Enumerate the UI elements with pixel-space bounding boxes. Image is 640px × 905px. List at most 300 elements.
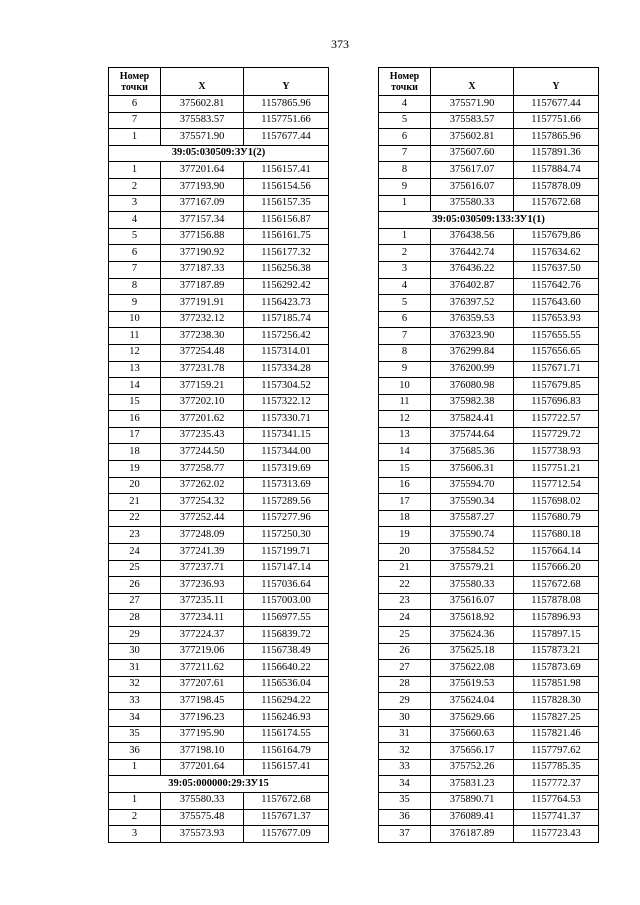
y-coordinate-cell: 1157723.43 bbox=[514, 826, 599, 843]
y-coordinate-cell: 1157772.37 bbox=[514, 776, 599, 793]
x-coordinate-cell: 375624.36 bbox=[431, 627, 514, 644]
table-row bbox=[379, 709, 599, 726]
point-number-cell: 17 bbox=[379, 494, 431, 511]
point-number-cell: 1 bbox=[109, 162, 161, 179]
x-coordinate-cell: 377157.34 bbox=[161, 212, 244, 229]
point-number-cell: 30 bbox=[379, 709, 431, 726]
point-number-cell: 17 bbox=[109, 427, 161, 444]
section-title: 39:05:030509:ЗУ1(2) bbox=[109, 145, 329, 162]
y-coordinate-cell: 1157304.52 bbox=[244, 378, 329, 395]
table-row bbox=[379, 328, 599, 345]
y-coordinate-cell: 1156738.49 bbox=[244, 643, 329, 660]
point-number-cell: 3 bbox=[109, 195, 161, 212]
x-coordinate-cell: 375622.08 bbox=[431, 660, 514, 677]
x-coordinate-cell: 377201.62 bbox=[161, 411, 244, 428]
header-row bbox=[379, 68, 599, 96]
point-number-cell: 20 bbox=[109, 477, 161, 494]
x-coordinate-cell: 375606.31 bbox=[431, 461, 514, 478]
table-row bbox=[379, 560, 599, 577]
x-coordinate-cell: 375890.71 bbox=[431, 792, 514, 809]
point-number-cell: 15 bbox=[379, 461, 431, 478]
table-row bbox=[379, 577, 599, 594]
x-coordinate-cell: 375583.57 bbox=[161, 112, 244, 129]
y-coordinate-cell: 1157873.69 bbox=[514, 660, 599, 677]
table-row bbox=[109, 461, 329, 478]
point-number-cell: 24 bbox=[109, 544, 161, 561]
x-coordinate-cell: 377198.10 bbox=[161, 743, 244, 760]
table-row bbox=[109, 577, 329, 594]
table-row bbox=[109, 344, 329, 361]
section-row bbox=[379, 212, 599, 229]
x-coordinate-cell: 376089.41 bbox=[431, 809, 514, 826]
y-coordinate-cell: 1157185.74 bbox=[244, 311, 329, 328]
y-coordinate-cell: 1156157.35 bbox=[244, 195, 329, 212]
y-coordinate-cell: 1157680.79 bbox=[514, 510, 599, 527]
table-row bbox=[109, 560, 329, 577]
y-coordinate-cell: 1157344.00 bbox=[244, 444, 329, 461]
point-number-cell: 5 bbox=[379, 295, 431, 312]
point-number-cell: 34 bbox=[379, 776, 431, 793]
table-row bbox=[379, 411, 599, 428]
x-coordinate-cell: 375625.18 bbox=[431, 643, 514, 660]
x-coordinate-cell: 377211.62 bbox=[161, 660, 244, 677]
table-row bbox=[379, 145, 599, 162]
x-coordinate-cell: 375660.63 bbox=[431, 726, 514, 743]
y-coordinate-cell: 1156157.41 bbox=[244, 759, 329, 776]
table-row bbox=[109, 709, 329, 726]
x-coordinate-cell: 377193.90 bbox=[161, 178, 244, 195]
y-coordinate-cell: 1157642.76 bbox=[514, 278, 599, 295]
x-coordinate-cell: 377187.33 bbox=[161, 261, 244, 278]
x-coordinate-cell: 376397.52 bbox=[431, 295, 514, 312]
y-coordinate-cell: 1156177.32 bbox=[244, 245, 329, 262]
x-coordinate-cell: 377201.64 bbox=[161, 162, 244, 179]
table-row bbox=[379, 444, 599, 461]
table-row bbox=[109, 743, 329, 760]
point-number-cell: 36 bbox=[109, 743, 161, 760]
table-row bbox=[109, 112, 329, 129]
point-number-cell: 19 bbox=[109, 461, 161, 478]
table-row bbox=[109, 510, 329, 527]
table-row bbox=[109, 759, 329, 776]
point-number-cell: 13 bbox=[109, 361, 161, 378]
x-coordinate-cell: 377201.64 bbox=[161, 759, 244, 776]
y-coordinate-cell: 1157865.96 bbox=[514, 129, 599, 146]
y-coordinate-cell: 1156156.87 bbox=[244, 212, 329, 229]
y-coordinate-cell: 1157671.71 bbox=[514, 361, 599, 378]
point-number-cell: 4 bbox=[379, 96, 431, 113]
table-row bbox=[379, 178, 599, 195]
table-row bbox=[379, 510, 599, 527]
y-coordinate-cell: 1157664.14 bbox=[514, 544, 599, 561]
y-coordinate-cell: 1157655.55 bbox=[514, 328, 599, 345]
table-row bbox=[109, 643, 329, 660]
point-number-cell: 29 bbox=[109, 627, 161, 644]
table-row bbox=[379, 112, 599, 129]
x-coordinate-cell: 375602.81 bbox=[161, 96, 244, 113]
y-coordinate-cell: 1156294.22 bbox=[244, 693, 329, 710]
point-number-cell: 2 bbox=[379, 245, 431, 262]
y-coordinate-cell: 1157797.62 bbox=[514, 743, 599, 760]
y-coordinate-cell: 1157256.42 bbox=[244, 328, 329, 345]
y-coordinate-cell: 1157330.71 bbox=[244, 411, 329, 428]
table-row bbox=[379, 693, 599, 710]
x-coordinate-cell: 375575.48 bbox=[161, 809, 244, 826]
table-row bbox=[109, 660, 329, 677]
point-number-cell: 1 bbox=[379, 228, 431, 245]
point-number-cell: 14 bbox=[109, 378, 161, 395]
x-header: X bbox=[161, 68, 244, 96]
x-coordinate-cell: 377195.90 bbox=[161, 726, 244, 743]
table-row bbox=[109, 378, 329, 395]
x-coordinate-cell: 376442.74 bbox=[431, 245, 514, 262]
x-coordinate-cell: 377190.92 bbox=[161, 245, 244, 262]
point-number-cell: 6 bbox=[379, 311, 431, 328]
table-row bbox=[379, 544, 599, 561]
point-number-cell: 20 bbox=[379, 544, 431, 561]
point-number-cell: 11 bbox=[379, 394, 431, 411]
y-coordinate-cell: 1157741.37 bbox=[514, 809, 599, 826]
y-coordinate-cell: 1157751.66 bbox=[244, 112, 329, 129]
header-row bbox=[109, 68, 329, 96]
table-row bbox=[379, 610, 599, 627]
point-number-cell: 24 bbox=[379, 610, 431, 627]
y-coordinate-cell: 1157696.83 bbox=[514, 394, 599, 411]
y-coordinate-cell: 1156839.72 bbox=[244, 627, 329, 644]
y-coordinate-cell: 1157878.09 bbox=[514, 178, 599, 195]
point-number-header: Номер точки bbox=[109, 68, 161, 96]
y-coordinate-cell: 1157277.96 bbox=[244, 510, 329, 527]
x-coordinate-cell: 376323.90 bbox=[431, 328, 514, 345]
table-row bbox=[109, 676, 329, 693]
y-coordinate-cell: 1156157.41 bbox=[244, 162, 329, 179]
y-coordinate-cell: 1156423.73 bbox=[244, 295, 329, 312]
table-row bbox=[109, 394, 329, 411]
x-coordinate-cell: 375752.26 bbox=[431, 759, 514, 776]
table-row bbox=[379, 826, 599, 843]
point-number-cell: 30 bbox=[109, 643, 161, 660]
point-number-cell: 12 bbox=[379, 411, 431, 428]
x-header: X bbox=[431, 68, 514, 96]
y-coordinate-cell: 1157729.72 bbox=[514, 427, 599, 444]
point-number-cell: 3 bbox=[379, 261, 431, 278]
section-row bbox=[109, 776, 329, 793]
x-coordinate-cell: 377235.11 bbox=[161, 593, 244, 610]
point-number-cell: 10 bbox=[109, 311, 161, 328]
y-coordinate-cell: 1156164.79 bbox=[244, 743, 329, 760]
point-number-cell: 16 bbox=[109, 411, 161, 428]
x-coordinate-cell: 376187.89 bbox=[431, 826, 514, 843]
y-coordinate-cell: 1157679.86 bbox=[514, 228, 599, 245]
table-row bbox=[109, 162, 329, 179]
table-row bbox=[379, 792, 599, 809]
y-coordinate-cell: 1157712.54 bbox=[514, 477, 599, 494]
table-row bbox=[109, 527, 329, 544]
table-row bbox=[379, 278, 599, 295]
table-row bbox=[109, 245, 329, 262]
table-header bbox=[379, 68, 599, 96]
x-coordinate-cell: 377187.89 bbox=[161, 278, 244, 295]
point-number-cell: 35 bbox=[379, 792, 431, 809]
y-coordinate-cell: 1157884.74 bbox=[514, 162, 599, 179]
point-number-cell: 4 bbox=[109, 212, 161, 229]
table-body bbox=[109, 96, 329, 843]
point-number-cell: 1 bbox=[109, 792, 161, 809]
point-number-cell: 14 bbox=[379, 444, 431, 461]
point-number-cell: 37 bbox=[379, 826, 431, 843]
y-coordinate-cell: 1157764.53 bbox=[514, 792, 599, 809]
point-number-cell: 21 bbox=[109, 494, 161, 511]
point-number-cell: 7 bbox=[379, 328, 431, 345]
y-coordinate-cell: 1157751.21 bbox=[514, 461, 599, 478]
point-number-cell: 23 bbox=[379, 593, 431, 610]
table-row bbox=[109, 328, 329, 345]
point-number-cell: 1 bbox=[109, 129, 161, 146]
point-number-cell: 32 bbox=[379, 743, 431, 760]
point-number-cell: 11 bbox=[109, 328, 161, 345]
x-coordinate-cell: 375580.33 bbox=[161, 792, 244, 809]
point-number-cell: 12 bbox=[109, 344, 161, 361]
y-coordinate-cell: 1157722.57 bbox=[514, 411, 599, 428]
x-coordinate-cell: 375580.33 bbox=[431, 577, 514, 594]
x-coordinate-cell: 375616.07 bbox=[431, 178, 514, 195]
y-coordinate-cell: 1156977.55 bbox=[244, 610, 329, 627]
x-coordinate-cell: 377236.93 bbox=[161, 577, 244, 594]
x-coordinate-cell: 375602.81 bbox=[431, 129, 514, 146]
y-coordinate-cell: 1157896.93 bbox=[514, 610, 599, 627]
y-coordinate-cell: 1157677.09 bbox=[244, 826, 329, 843]
point-number-header: Номер точки bbox=[379, 68, 431, 96]
coordinates-table-left bbox=[108, 67, 329, 843]
point-number-cell: 7 bbox=[379, 145, 431, 162]
y-coordinate-cell: 1156256.38 bbox=[244, 261, 329, 278]
point-number-cell: 19 bbox=[379, 527, 431, 544]
table-row bbox=[379, 643, 599, 660]
x-coordinate-cell: 376438.56 bbox=[431, 228, 514, 245]
x-coordinate-cell: 377207.61 bbox=[161, 676, 244, 693]
point-number-cell: 23 bbox=[109, 527, 161, 544]
point-number-cell: 31 bbox=[109, 660, 161, 677]
point-number-cell: 25 bbox=[379, 627, 431, 644]
table-row bbox=[109, 593, 329, 610]
table-row bbox=[379, 759, 599, 776]
table-row bbox=[379, 162, 599, 179]
x-coordinate-cell: 375618.92 bbox=[431, 610, 514, 627]
table-row bbox=[379, 129, 599, 146]
y-header: Y bbox=[244, 68, 329, 96]
point-number-cell: 2 bbox=[109, 809, 161, 826]
x-coordinate-cell: 375594.70 bbox=[431, 477, 514, 494]
y-coordinate-cell: 1156161.75 bbox=[244, 228, 329, 245]
y-coordinate-cell: 1157891.36 bbox=[514, 145, 599, 162]
point-number-cell: 6 bbox=[109, 245, 161, 262]
table-row bbox=[379, 195, 599, 212]
x-coordinate-cell: 375607.60 bbox=[431, 145, 514, 162]
page-number: 373 bbox=[331, 37, 349, 51]
x-coordinate-cell: 375590.34 bbox=[431, 494, 514, 511]
point-number-cell: 16 bbox=[379, 477, 431, 494]
y-coordinate-cell: 1156246.93 bbox=[244, 709, 329, 726]
point-number-cell: 2 bbox=[109, 178, 161, 195]
table-row bbox=[379, 676, 599, 693]
x-coordinate-cell: 377254.48 bbox=[161, 344, 244, 361]
point-number-cell: 22 bbox=[109, 510, 161, 527]
point-number-cell: 35 bbox=[109, 726, 161, 743]
table-header bbox=[109, 68, 329, 96]
table-row bbox=[109, 544, 329, 561]
table-row bbox=[109, 261, 329, 278]
point-number-cell: 22 bbox=[379, 577, 431, 594]
x-coordinate-cell: 377198.45 bbox=[161, 693, 244, 710]
point-number-cell: 6 bbox=[379, 129, 431, 146]
x-coordinate-cell: 377232.12 bbox=[161, 311, 244, 328]
table-row bbox=[109, 826, 329, 843]
x-coordinate-cell: 377202.10 bbox=[161, 394, 244, 411]
x-coordinate-cell: 375571.90 bbox=[161, 129, 244, 146]
y-coordinate-cell: 1157250.30 bbox=[244, 527, 329, 544]
x-coordinate-cell: 375982.38 bbox=[431, 394, 514, 411]
y-coordinate-cell: 1157677.44 bbox=[244, 129, 329, 146]
x-coordinate-cell: 377244.50 bbox=[161, 444, 244, 461]
y-coordinate-cell: 1157643.60 bbox=[514, 295, 599, 312]
x-coordinate-cell: 377252.44 bbox=[161, 510, 244, 527]
point-number-cell: 3 bbox=[109, 826, 161, 843]
x-coordinate-cell: 375831.23 bbox=[431, 776, 514, 793]
y-coordinate-cell: 1156536.04 bbox=[244, 676, 329, 693]
point-number-cell: 26 bbox=[109, 577, 161, 594]
x-coordinate-cell: 377241.39 bbox=[161, 544, 244, 561]
table-row bbox=[379, 228, 599, 245]
x-coordinate-cell: 375656.17 bbox=[431, 743, 514, 760]
point-number-cell: 31 bbox=[379, 726, 431, 743]
y-coordinate-cell: 1157289.56 bbox=[244, 494, 329, 511]
table-row bbox=[379, 245, 599, 262]
point-number-cell: 13 bbox=[379, 427, 431, 444]
y-coordinate-cell: 1157698.02 bbox=[514, 494, 599, 511]
x-coordinate-cell: 375573.93 bbox=[161, 826, 244, 843]
x-coordinate-cell: 377254.32 bbox=[161, 494, 244, 511]
point-number-cell: 27 bbox=[109, 593, 161, 610]
y-coordinate-cell: 1157680.18 bbox=[514, 527, 599, 544]
x-coordinate-cell: 375624.04 bbox=[431, 693, 514, 710]
point-number-cell: 9 bbox=[109, 295, 161, 312]
x-coordinate-cell: 375619.53 bbox=[431, 676, 514, 693]
table-row bbox=[109, 361, 329, 378]
x-coordinate-cell: 375685.36 bbox=[431, 444, 514, 461]
x-coordinate-cell: 375583.57 bbox=[431, 112, 514, 129]
x-coordinate-cell: 377196.23 bbox=[161, 709, 244, 726]
point-number-cell: 33 bbox=[109, 693, 161, 710]
y-coordinate-cell: 1157865.96 bbox=[244, 96, 329, 113]
x-coordinate-cell: 375584.52 bbox=[431, 544, 514, 561]
y-coordinate-cell: 1157751.66 bbox=[514, 112, 599, 129]
point-number-cell: 27 bbox=[379, 660, 431, 677]
y-coordinate-cell: 1157653.93 bbox=[514, 311, 599, 328]
y-coordinate-cell: 1156292.42 bbox=[244, 278, 329, 295]
y-coordinate-cell: 1157785.35 bbox=[514, 759, 599, 776]
y-coordinate-cell: 1157873.21 bbox=[514, 643, 599, 660]
x-coordinate-cell: 375616.07 bbox=[431, 593, 514, 610]
table-row bbox=[109, 494, 329, 511]
x-coordinate-cell: 377237.71 bbox=[161, 560, 244, 577]
table-row bbox=[379, 361, 599, 378]
table-row bbox=[379, 494, 599, 511]
table-row bbox=[379, 311, 599, 328]
table-row bbox=[379, 394, 599, 411]
point-number-cell: 1 bbox=[379, 195, 431, 212]
point-number-cell: 8 bbox=[379, 162, 431, 179]
point-number-cell: 21 bbox=[379, 560, 431, 577]
x-coordinate-cell: 377159.21 bbox=[161, 378, 244, 395]
point-number-cell: 28 bbox=[109, 610, 161, 627]
table-row bbox=[379, 427, 599, 444]
section-title: 39:05:000000:29:ЗУ15 bbox=[109, 776, 329, 793]
point-number-cell: 28 bbox=[379, 676, 431, 693]
y-coordinate-cell: 1157341.15 bbox=[244, 427, 329, 444]
y-coordinate-cell: 1156640.22 bbox=[244, 660, 329, 677]
y-coordinate-cell: 1157851.98 bbox=[514, 676, 599, 693]
table-row bbox=[379, 96, 599, 113]
x-coordinate-cell: 375590.74 bbox=[431, 527, 514, 544]
x-coordinate-cell: 377224.37 bbox=[161, 627, 244, 644]
y-coordinate-cell: 1157679.85 bbox=[514, 378, 599, 395]
y-coordinate-cell: 1157827.25 bbox=[514, 709, 599, 726]
table-row bbox=[379, 344, 599, 361]
y-coordinate-cell: 1157878.08 bbox=[514, 593, 599, 610]
y-coordinate-cell: 1157003.00 bbox=[244, 593, 329, 610]
table-row bbox=[109, 178, 329, 195]
point-number-cell: 36 bbox=[379, 809, 431, 826]
y-coordinate-cell: 1157672.68 bbox=[514, 195, 599, 212]
coordinates-table-right bbox=[378, 67, 599, 843]
table-row bbox=[379, 295, 599, 312]
y-coordinate-cell: 1157147.14 bbox=[244, 560, 329, 577]
table-row bbox=[109, 129, 329, 146]
point-number-cell: 4 bbox=[379, 278, 431, 295]
x-coordinate-cell: 375744.64 bbox=[431, 427, 514, 444]
y-coordinate-cell: 1157314.01 bbox=[244, 344, 329, 361]
y-coordinate-cell: 1157656.65 bbox=[514, 344, 599, 361]
x-coordinate-cell: 377191.91 bbox=[161, 295, 244, 312]
y-header: Y bbox=[514, 68, 599, 96]
table-row bbox=[379, 527, 599, 544]
point-number-cell: 7 bbox=[109, 261, 161, 278]
y-coordinate-cell: 1157334.28 bbox=[244, 361, 329, 378]
point-number-cell: 33 bbox=[379, 759, 431, 776]
table-row bbox=[379, 776, 599, 793]
point-number-cell: 8 bbox=[379, 344, 431, 361]
point-number-cell: 26 bbox=[379, 643, 431, 660]
x-coordinate-cell: 376299.84 bbox=[431, 344, 514, 361]
y-coordinate-cell: 1157634.62 bbox=[514, 245, 599, 262]
x-coordinate-cell: 375580.33 bbox=[431, 195, 514, 212]
x-coordinate-cell: 375824.41 bbox=[431, 411, 514, 428]
x-coordinate-cell: 375579.21 bbox=[431, 560, 514, 577]
table-row bbox=[379, 593, 599, 610]
table-row bbox=[379, 261, 599, 278]
table-row bbox=[109, 427, 329, 444]
y-coordinate-cell: 1157671.37 bbox=[244, 809, 329, 826]
x-coordinate-cell: 376402.87 bbox=[431, 278, 514, 295]
point-number-cell: 5 bbox=[109, 228, 161, 245]
y-coordinate-cell: 1157036.64 bbox=[244, 577, 329, 594]
x-coordinate-cell: 377258.77 bbox=[161, 461, 244, 478]
section-row bbox=[109, 145, 329, 162]
x-coordinate-cell: 377262.02 bbox=[161, 477, 244, 494]
section-title: 39:05:030509:133:ЗУ1(1) bbox=[379, 212, 599, 229]
y-coordinate-cell: 1157828.30 bbox=[514, 693, 599, 710]
y-coordinate-cell: 1157199.71 bbox=[244, 544, 329, 561]
